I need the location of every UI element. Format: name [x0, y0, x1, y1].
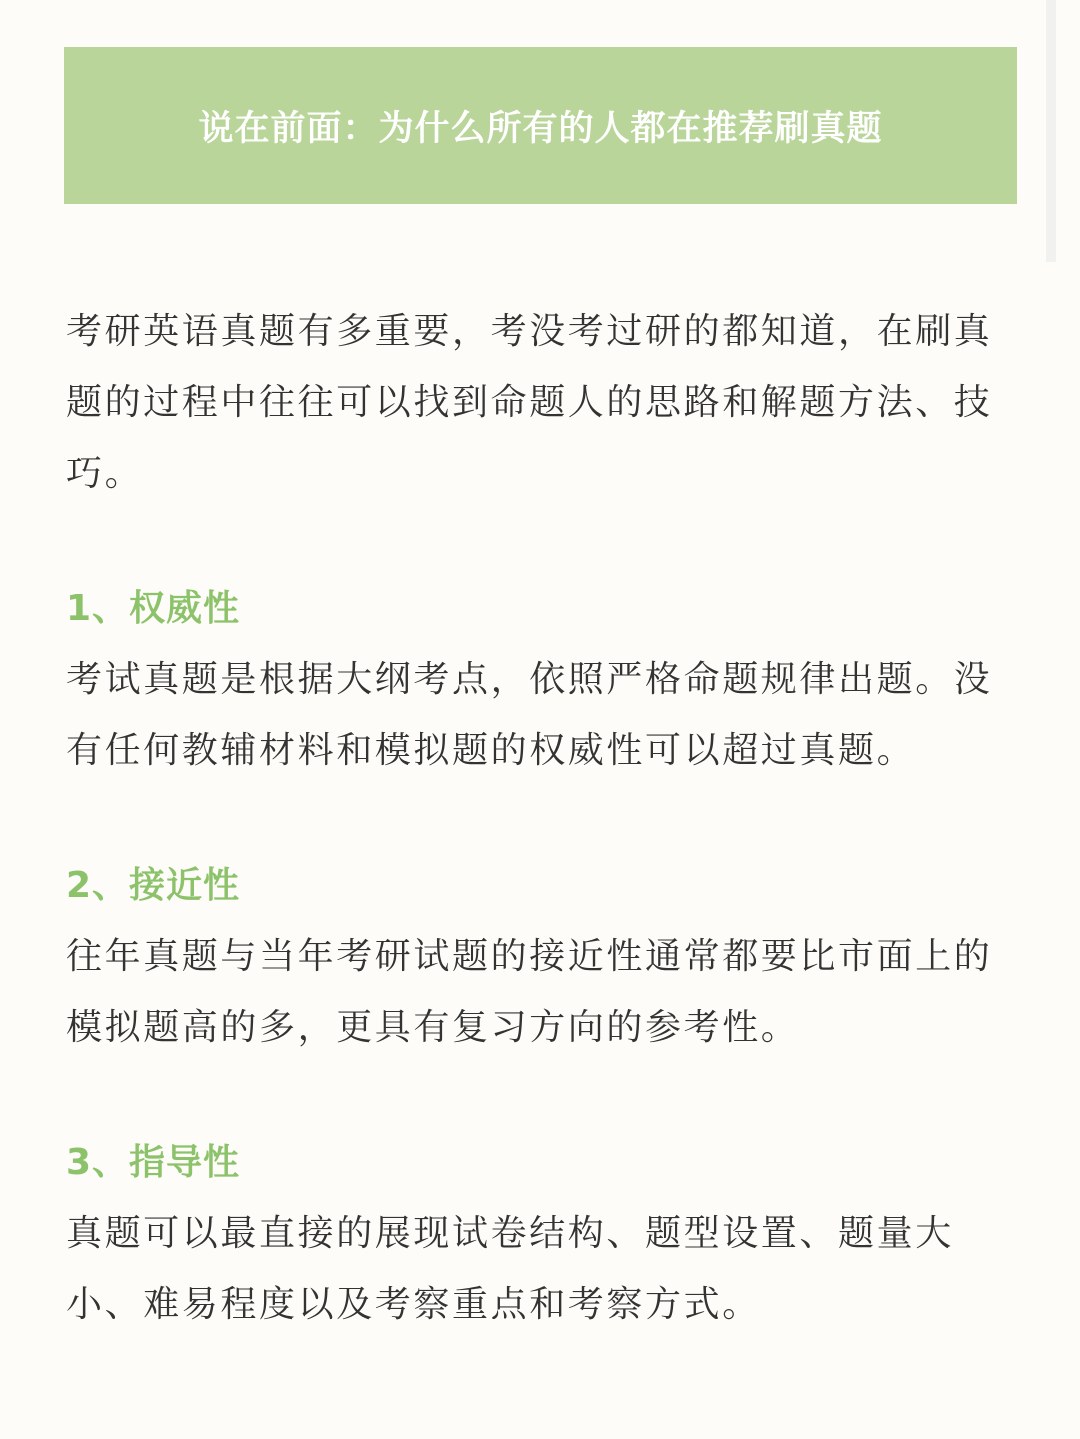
header-banner — [64, 47, 1017, 204]
article-body — [66, 296, 1018, 1340]
section-guidance — [66, 1127, 1018, 1340]
section-body: 真题可以最直接的展现试卷结构、题型设置、题量大小、难易程度以及考察重点和考察方式。 — [66, 1213, 954, 1325]
section-heading: 3、指导性 — [66, 1142, 241, 1183]
section-proximity — [66, 850, 1018, 1063]
page-title: 说在前面：为什么所有的人都在推荐刷真题 — [198, 108, 883, 149]
intro-paragraph: 考研英语真题有多重要，考没考过研的都知道，在刷真题的过程中往往可以找到命题人的思路和解题方法、技巧。 — [66, 311, 993, 494]
section-heading: 2、接近性 — [66, 865, 241, 906]
section-heading: 1、权威性 — [66, 588, 241, 629]
section-body: 考试真题是根据大纲考点，依照严格命题规律出题。没有任何教辅材料和模拟题的权威性可以超过真题。 — [66, 659, 993, 771]
section-authority — [66, 573, 1018, 786]
section-body: 往年真题与当年考研试题的接近性通常都要比市面上的模拟题高的多，更具有复习方向的参考性。 — [66, 936, 993, 1048]
right-edge-divider — [1046, 0, 1056, 262]
